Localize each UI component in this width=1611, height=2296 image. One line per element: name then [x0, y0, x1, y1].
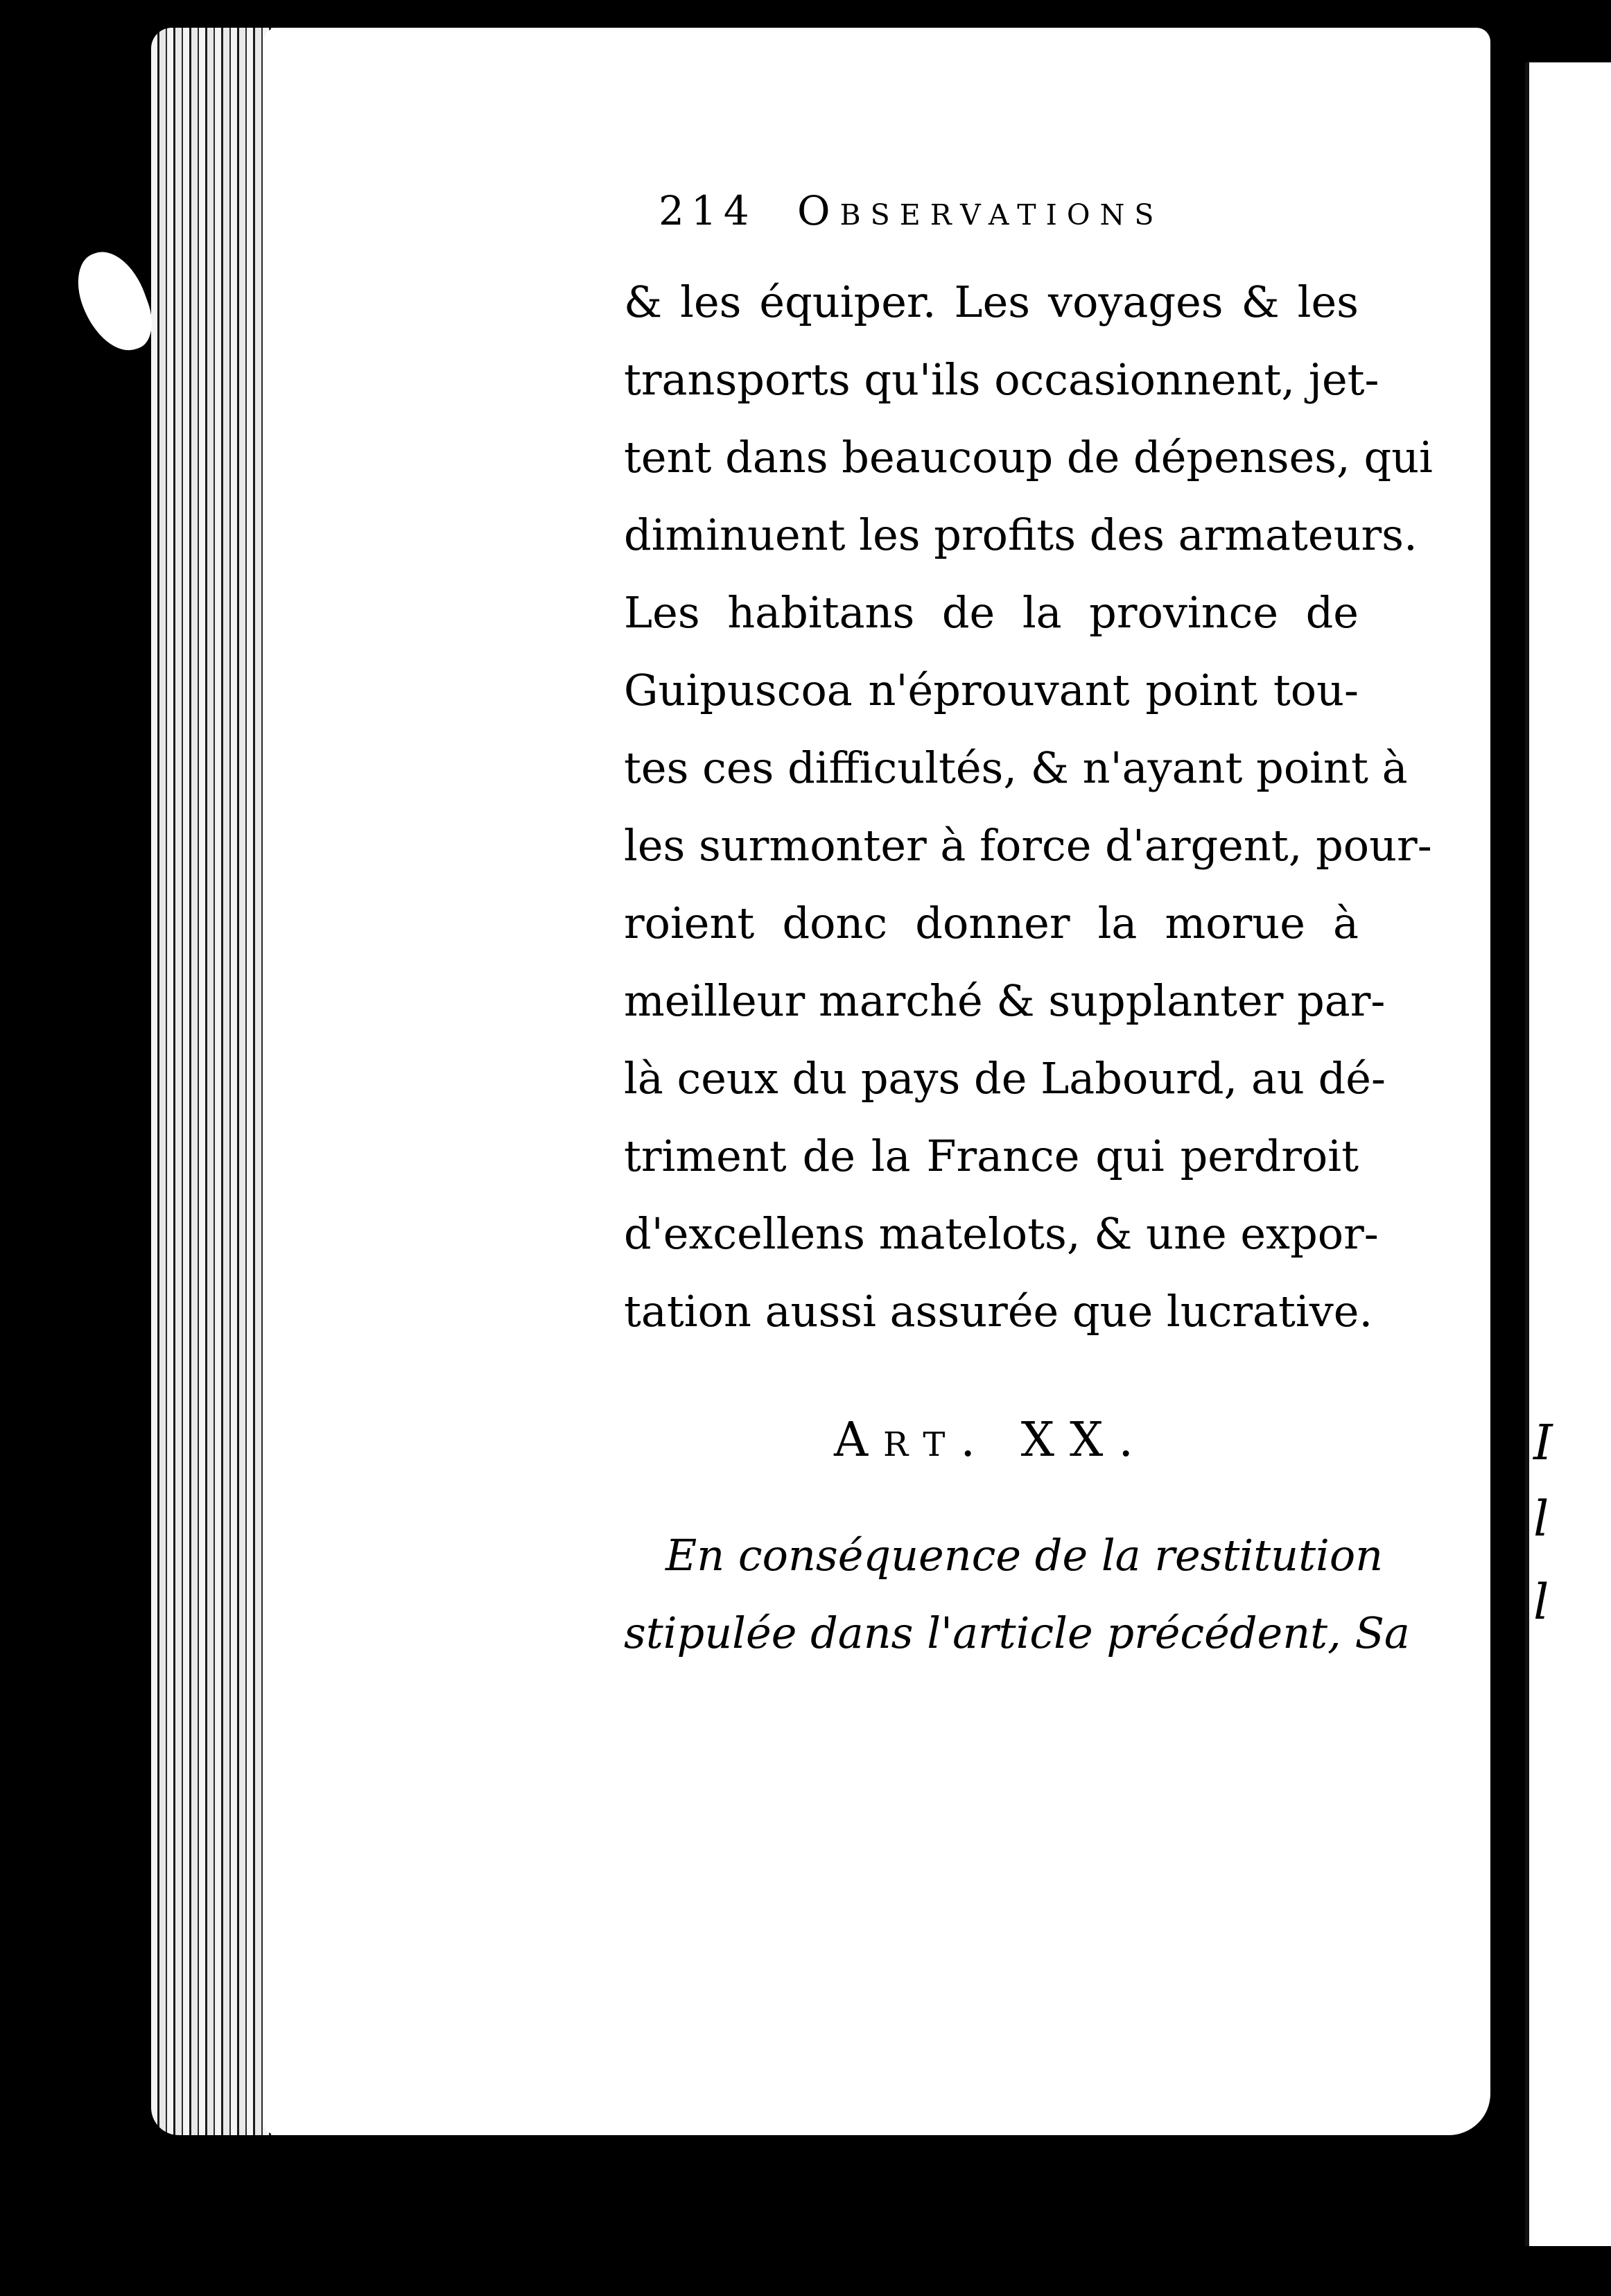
text-line: transports qu'ils occasionnent, jet-: [624, 354, 1379, 405]
italic-text-line: stipulée dans l'article précédent, Sa: [624, 1608, 1410, 1658]
text-line: roient donc donner la morue à: [624, 898, 1359, 948]
italic-text-line: En conséquence de la restitution: [665, 1530, 1384, 1581]
article-number: XX.: [1020, 1413, 1149, 1468]
adjacent-page-fragment: l: [1533, 1574, 1549, 1630]
text-line: & les équiper. Les voyages & les: [624, 277, 1359, 327]
text-line: d'excellens matelots, & une expor-: [624, 1208, 1379, 1259]
article-label: Art.: [833, 1413, 991, 1468]
text-line: tes ces difficultés, & n'ayant point à: [624, 742, 1408, 793]
article-heading: [624, 1413, 1359, 1496]
text-line: triment de la France qui perdroit: [624, 1131, 1359, 1181]
paper-tear-spot: [67, 242, 162, 361]
text-line: meilleur marché & supplanter par-: [624, 975, 1386, 1026]
body-paragraph: [624, 263, 1433, 1350]
page-number: 214: [659, 187, 756, 234]
text-line: Les habitans de la province de: [624, 587, 1359, 638]
article-text: [624, 1517, 1410, 1672]
running-head: [624, 187, 1386, 263]
adjacent-page-fragment: I: [1533, 1414, 1553, 1471]
adjacent-page-fragment: l: [1533, 1490, 1549, 1547]
text-line: là ceux du pays de Labourd, au dé-: [624, 1053, 1386, 1104]
text-line: tation aussi assurée que lucrative.: [624, 1286, 1373, 1337]
running-title: Observations: [797, 187, 1164, 234]
text-line: diminuent les profits des armateurs.: [624, 510, 1418, 560]
text-line: Guipuscoa n'éprouvant point tou-: [624, 665, 1359, 715]
text-line: tent dans beaucoup de dépenses, qui: [624, 432, 1433, 482]
adjacent-page-edge: [1525, 62, 1611, 2246]
page-text-block: [624, 187, 1433, 1672]
text-line: les surmonter à force d'argent, pour-: [624, 820, 1432, 871]
